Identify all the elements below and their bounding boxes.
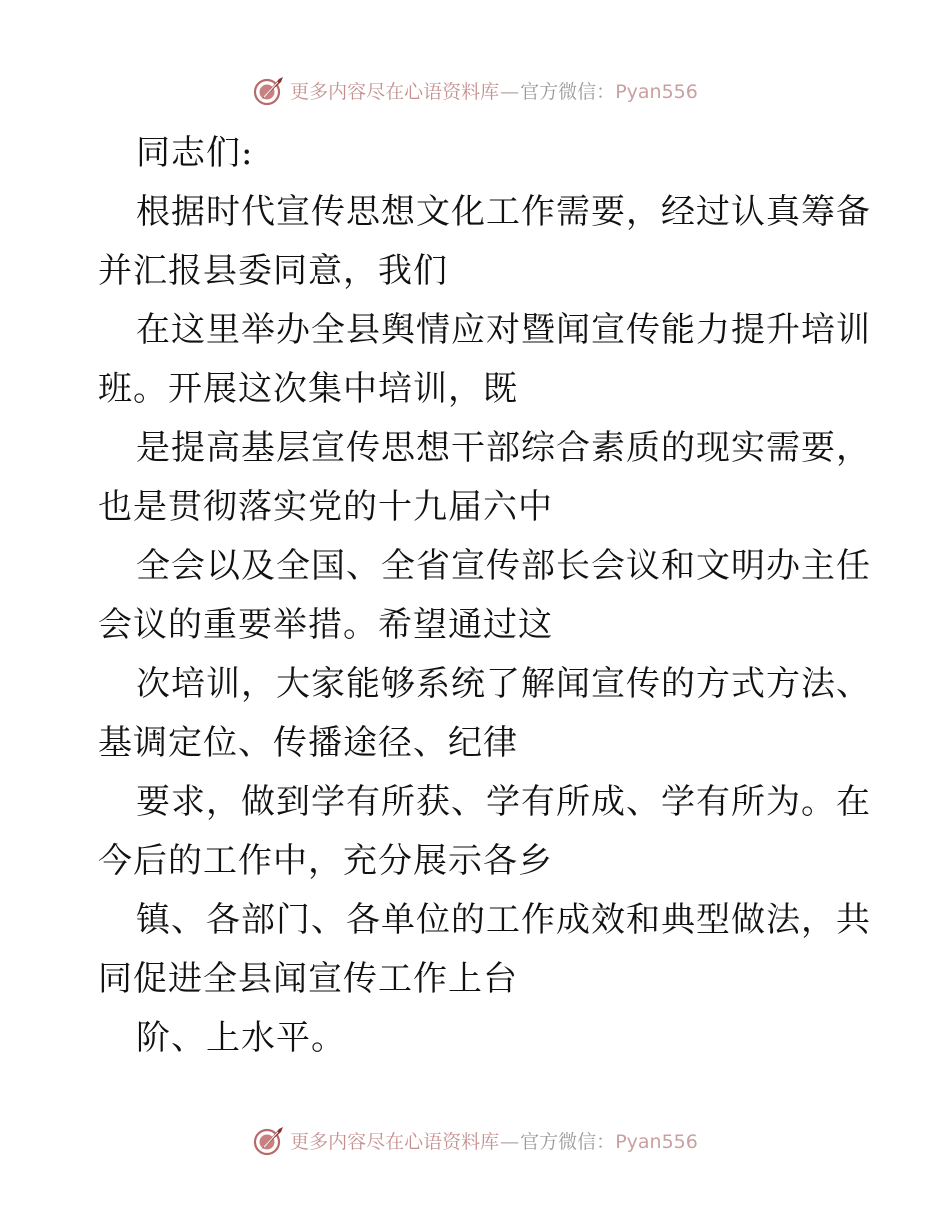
paragraph-line: 在这里举办全县舆情应对暨闻宣传能力提升培训 xyxy=(136,310,871,350)
quill-logo-icon xyxy=(252,1123,286,1157)
footer-watermark xyxy=(0,1120,950,1160)
paragraph-line: 今后的工作中，充分展示各乡 xyxy=(98,841,553,881)
watermark-account: Pyan556 xyxy=(615,80,698,103)
watermark-dash: — xyxy=(500,80,520,103)
paragraph-line: 次培训，大家能够系统了解闻宣传的方式方法、 xyxy=(136,664,871,704)
watermark-dash: — xyxy=(500,1130,520,1153)
watermark-official-label: 官方微信： xyxy=(520,80,616,103)
paragraph-line: 会议的重要举措。希望通过这 xyxy=(98,605,553,645)
paragraph-line: 基调定位、传播途径、纪律 xyxy=(98,723,518,763)
salutation-line: 同志们: xyxy=(136,133,254,173)
watermark-official-label: 官方微信： xyxy=(520,1130,616,1153)
watermark-brand-text: 更多内容尽在心语资料库 xyxy=(290,1130,500,1153)
watermark-account: Pyan556 xyxy=(615,1130,698,1153)
paragraph-line: 也是贯彻落实党的十九届六中 xyxy=(98,487,553,527)
header-watermark xyxy=(0,70,950,110)
paragraph-line: 是提高基层宣传思想干部综合素质的现实需要， xyxy=(136,428,871,468)
watermark-brand-text: 更多内容尽在心语资料库 xyxy=(290,80,500,103)
paragraph-line: 同促进全县闻宣传工作上台 xyxy=(98,959,518,999)
paragraph-line: 班。开展这次集中培训，既 xyxy=(98,369,518,409)
paragraph-line: 并汇报县委同意，我们 xyxy=(98,251,448,291)
paragraph-line: 镇、各部门、各单位的工作成效和典型做法，共 xyxy=(136,900,871,940)
document-body xyxy=(98,124,871,1068)
paragraph-line: 根据时代宣传思想文化工作需要，经过认真筹备 xyxy=(136,192,871,232)
paragraph-line: 全会以及全国、全省宣传部长会议和文明办主任 xyxy=(136,546,871,586)
quill-logo-icon xyxy=(252,73,286,107)
paragraph-line: 阶、上水平。 xyxy=(136,1018,346,1058)
paragraph-line: 要求，做到学有所获、学有所成、学有所为。在 xyxy=(136,782,871,822)
